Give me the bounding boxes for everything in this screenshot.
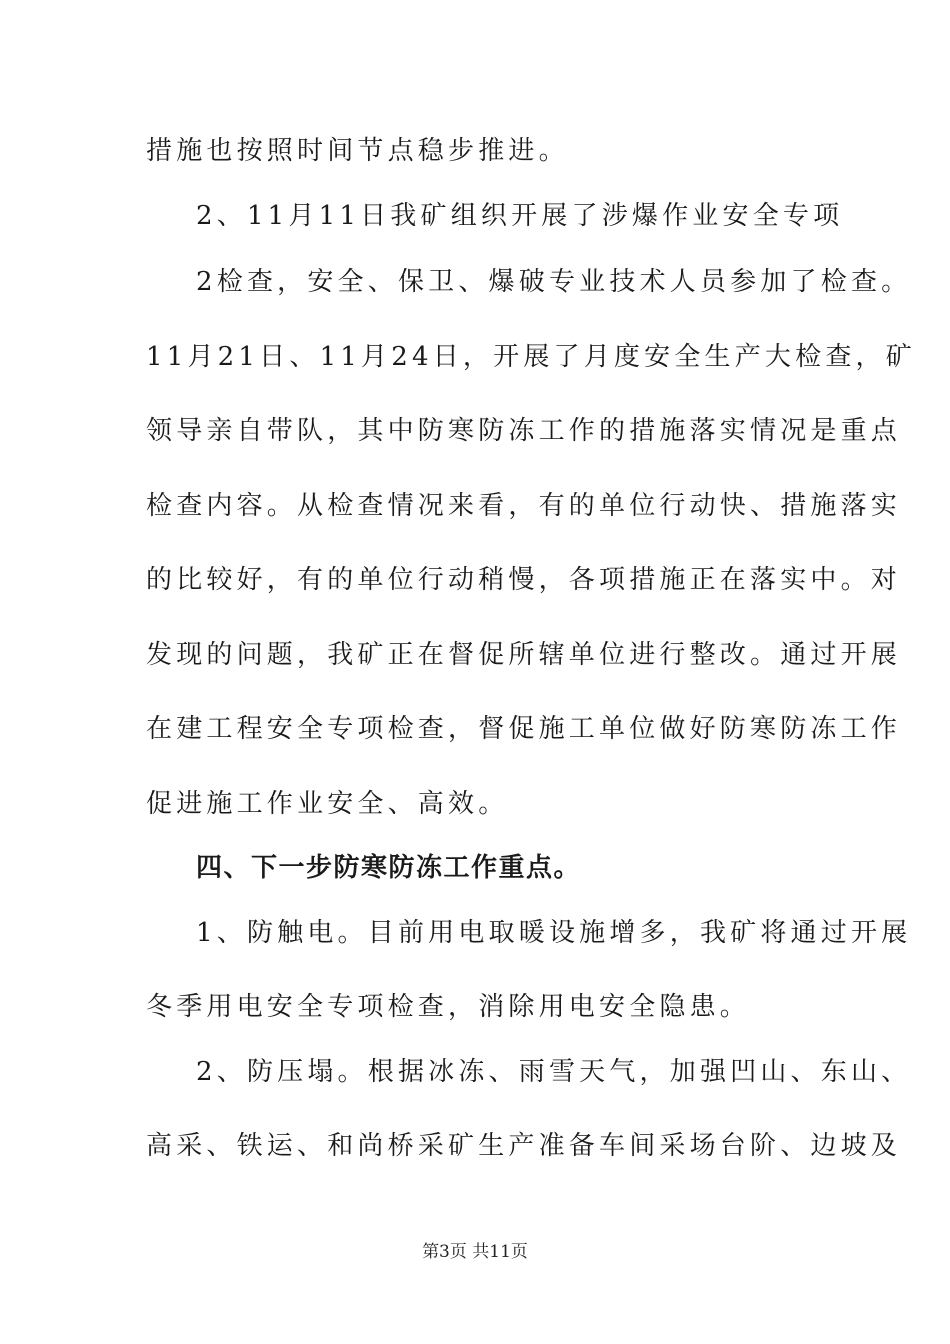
paragraph-line: 措施也按照时间节点稳步推进。 xyxy=(146,136,569,166)
section-heading: 四、下一步防寒防冻工作重点。 xyxy=(196,853,582,883)
paragraph-line: 检查内容。从检查情况来看，有的单位行动快、措施落实 xyxy=(146,491,902,521)
paragraph-line: 2、11月11日我矿组织开展了涉爆作业安全专项 xyxy=(196,201,844,231)
paragraph-line: 的比较好，有的单位行动稍慢，各项措施正在落实中。对 xyxy=(146,565,902,595)
paragraph-line: 11月21日、11月24日，开展了月度安全生产大检查，矿 xyxy=(146,342,916,372)
paragraph-line: 冬季用电安全专项检查，消除用电安全隐患。 xyxy=(146,992,751,1022)
paragraph-line: 2检查，安全、保卫、爆破专业技术人员参加了检查。 xyxy=(196,267,912,297)
paragraph-line: 在建工程安全专项检查，督促施工单位做好防寒防冻工作 xyxy=(146,714,902,744)
paragraph-line: 2、防压塌。根据冰冻、雨雪天气，加强凹山、东山、 xyxy=(196,1057,912,1087)
paragraph-line: 高采、铁运、和尚桥采矿生产准备车间采场台阶、边坡及 xyxy=(146,1131,902,1161)
paragraph-line: 促进施工作业安全、高效。 xyxy=(146,789,509,819)
paragraph-line: 1、防触电。目前用电取暖设施增多，我矿将通过开展 xyxy=(196,918,912,948)
page-number-footer: 第3页 共11页 xyxy=(422,1242,528,1262)
paragraph-line: 领导亲自带队，其中防寒防冻工作的措施落实情况是重点 xyxy=(146,416,902,446)
paragraph-line: 发现的问题，我矿正在督促所辖单位进行整改。通过开展 xyxy=(146,640,902,670)
